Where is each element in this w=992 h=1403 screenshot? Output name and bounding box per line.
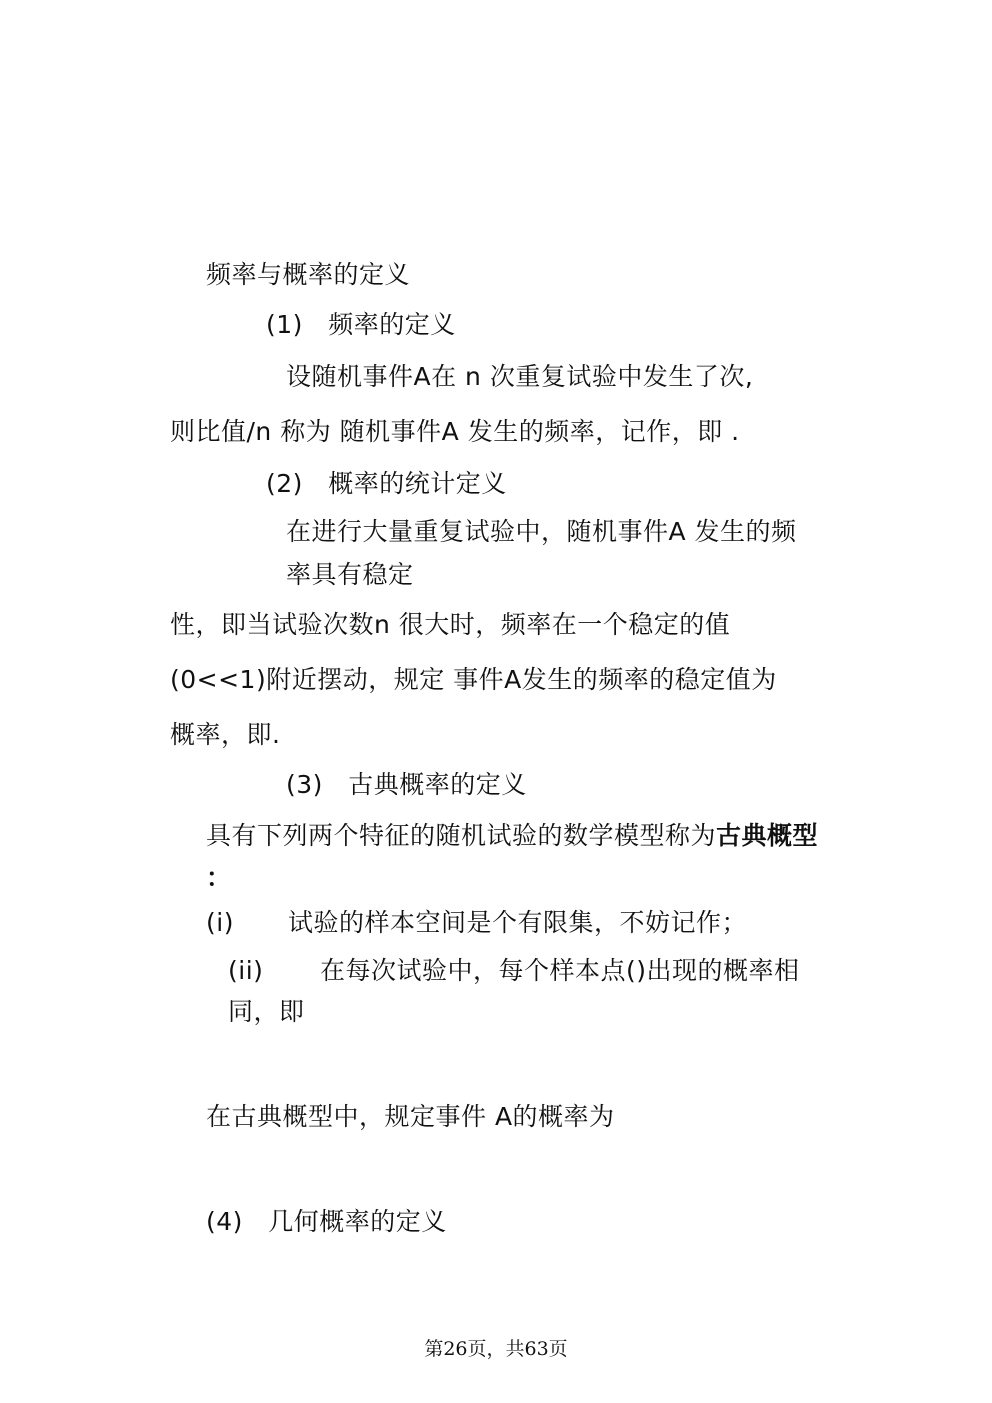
s2-text-line4: (0<<1)附近摆动，规定 事件A发生的频率的稳定值为 — [170, 665, 777, 694]
s2-number: (2) — [266, 469, 303, 498]
s3-item2-line1 — [228, 955, 800, 987]
s3-intro-text: 具有下列两个特征的随机试验的数学模型称为 — [206, 821, 717, 850]
s3-number: (3) — [286, 770, 323, 799]
s4-number: (4) — [206, 1207, 243, 1236]
s2-text-line1: 在进行大量重复试验中，随机事件A 发生的频 — [286, 517, 797, 546]
classical-model-term: 古典概型 — [716, 821, 819, 850]
s1-heading — [266, 309, 456, 341]
item2-number: (ii) — [228, 956, 264, 985]
s3-item2-line2: 同，即 — [228, 997, 305, 1026]
item1-number: (i) — [206, 908, 234, 937]
s1-text-line2: 则比值/n 称为 随机事件A 发生的频率，记作，即 . — [170, 417, 740, 446]
s4-title: 几何概率的定义 — [268, 1207, 447, 1236]
item2-text: 在每次试验中，每个样本点()出现的概率相 — [320, 956, 800, 985]
s3-intro — [206, 820, 818, 852]
page-footer: 第26页，共63页 — [424, 1338, 568, 1360]
s3-title: 古典概率的定义 — [348, 770, 527, 799]
s4-heading — [206, 1206, 447, 1238]
s1-text-line1: 设随机事件A在 n 次重复试验中发生了次, — [286, 362, 754, 391]
s3-item1 — [206, 907, 747, 939]
s2-text-line5: 概率，即. — [170, 720, 281, 749]
s3-rule: 在古典概型中，规定事件 A的概率为 — [206, 1102, 615, 1131]
s3-colon: ： — [206, 863, 232, 892]
s3-heading — [286, 769, 527, 801]
s2-text-line2: 率具有稳定 — [286, 560, 414, 589]
s2-text-line3: 性，即当试验次数n 很大时，频率在一个稳定的值 — [170, 610, 731, 639]
s1-number: (1) — [266, 310, 303, 339]
s2-heading — [266, 468, 507, 500]
section-heading: 频率与概率的定义 — [206, 260, 411, 289]
item1-text: 试验的样本空间是个有限集，不妨记作； — [288, 908, 748, 937]
s2-title: 概率的统计定义 — [328, 469, 507, 498]
s1-title: 频率的定义 — [328, 310, 456, 339]
